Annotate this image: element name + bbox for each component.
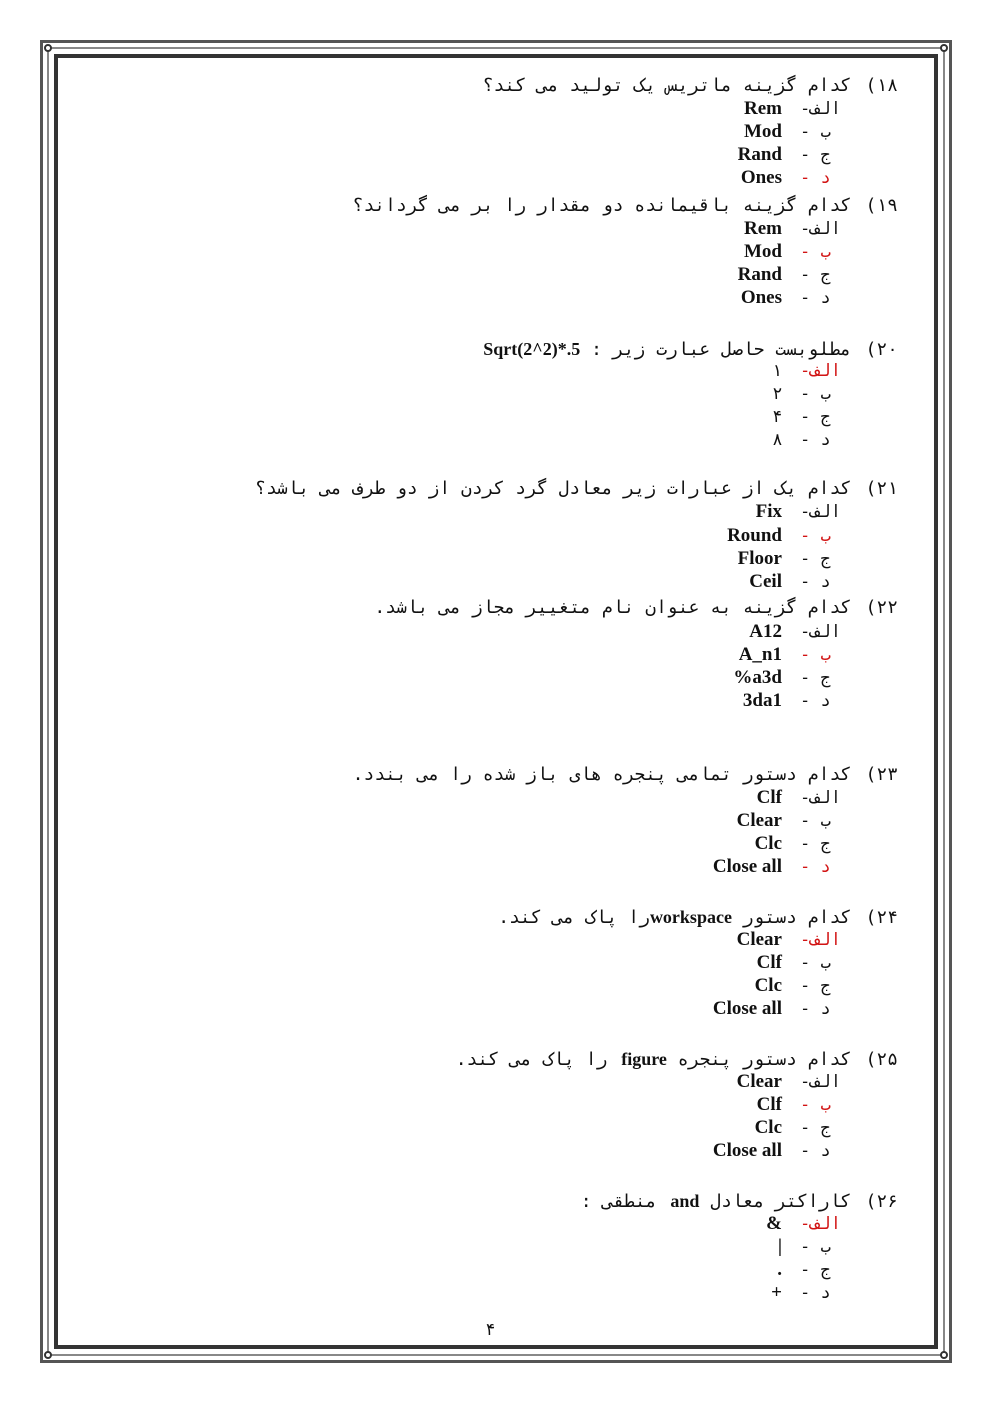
option-label: ج - [800, 1260, 831, 1280]
option [0, 406, 992, 428]
option [0, 833, 992, 855]
option-label: ب - [800, 811, 831, 831]
option-label: ب - [800, 122, 831, 142]
option [0, 429, 992, 451]
question-number: ۲۰) [865, 339, 898, 360]
question-21 [255, 478, 898, 500]
option-value: Clf [756, 952, 782, 973]
option [0, 360, 992, 382]
question-number: ۲۳) [865, 764, 898, 785]
option-value: Ones [740, 167, 782, 188]
option-value: Close all [712, 856, 782, 877]
option [0, 929, 992, 951]
option [0, 98, 992, 120]
option [0, 383, 992, 405]
corner-ornament [940, 44, 948, 52]
question-text-tail: را پاک می کند. [498, 907, 650, 928]
question-text: کدام گزینه باقیمانده دو مقدار را بر می گرداند؟ [352, 195, 852, 216]
question-26 [581, 1190, 898, 1213]
option [0, 1071, 992, 1093]
option-value: 3da1 [742, 690, 782, 711]
question-text: کدام گزینه ماتریس یک تولید می کند؟ [482, 75, 852, 96]
option-label: ج - [800, 1118, 831, 1138]
option-label-correct: ب - [800, 645, 831, 665]
option [0, 1259, 992, 1281]
option [0, 501, 992, 523]
option-value: Round [727, 525, 782, 546]
option-label: ج - [800, 407, 831, 427]
option [0, 241, 992, 263]
option [0, 1282, 992, 1304]
question-number: ۱۸) [865, 75, 898, 96]
option-label: الف- [800, 1072, 841, 1092]
option [0, 856, 992, 878]
question-text: مطلوبست حاصل عبارت زیر : [591, 339, 852, 360]
question-text: کدام دستور تمامی پنجره های باز شده را می بندد. [352, 764, 852, 785]
option-value: Clear [736, 929, 782, 950]
option-value: Clc [754, 1117, 782, 1138]
option [0, 1236, 992, 1258]
question-number: ۲۶) [865, 1191, 898, 1212]
option-label: د - [800, 572, 831, 592]
question-24 [498, 906, 898, 929]
option-value: Rem [744, 218, 782, 239]
question-25 [456, 1048, 898, 1071]
question-number: ۲۴) [865, 907, 898, 928]
question-18 [483, 75, 898, 97]
option-value: Floor [737, 548, 782, 569]
option [0, 998, 992, 1020]
option-value: Clear [736, 1071, 782, 1092]
option-value: Clf [756, 787, 782, 808]
option-value: Close all [712, 998, 782, 1019]
corner-ornament [940, 1351, 948, 1359]
option [0, 144, 992, 166]
option-label: الف- [800, 788, 841, 808]
option-label: د - [800, 1141, 831, 1161]
option-value: Ones [740, 287, 782, 308]
option-label: الف- [800, 99, 841, 119]
question-keyword: figure [621, 1049, 667, 1069]
option-value: A12 [749, 621, 782, 642]
option-label: ج - [800, 834, 831, 854]
option-label-correct: د - [800, 857, 831, 877]
option [0, 571, 992, 593]
option-label: ب - [800, 953, 831, 973]
option-label: ج - [800, 549, 831, 569]
option [0, 167, 992, 189]
question-19 [353, 195, 898, 217]
question-keyword: and [670, 1191, 700, 1211]
option-value: Rem [744, 98, 782, 119]
option-value: Fix [755, 501, 782, 522]
option-value: Rand [737, 144, 782, 165]
option-value: ۱ [772, 361, 782, 381]
option-value: Clc [754, 833, 782, 854]
option-label: ج - [800, 976, 831, 996]
option [0, 621, 992, 643]
option [0, 264, 992, 286]
option-value: Clc [754, 975, 782, 996]
option-label: ج - [800, 265, 831, 285]
question-text: کاراکتر معادل [710, 1191, 852, 1212]
option-value: Mod [744, 241, 782, 262]
question-number: ۲۲) [865, 597, 898, 618]
option-label: الف- [800, 502, 841, 522]
option-value: Clf [756, 1094, 782, 1115]
option-label: ج - [800, 145, 831, 165]
option [0, 952, 992, 974]
question-22 [374, 597, 898, 619]
option-label-correct: د - [800, 168, 831, 188]
corner-ornament [44, 44, 52, 52]
corner-ornament [44, 1351, 52, 1359]
option [0, 287, 992, 309]
option-label-correct: ب - [800, 1095, 831, 1115]
question-text: کدام دستور پنجره [677, 1049, 852, 1070]
option-value: Rand [737, 264, 782, 285]
question-20 [483, 338, 898, 361]
question-keyword: workspace [649, 907, 732, 927]
question-text-tail: منطقی : [580, 1191, 657, 1212]
option [0, 548, 992, 570]
option-value: ۸ [772, 430, 782, 450]
option-label: د - [800, 1283, 831, 1303]
option-label: الف- [800, 622, 841, 642]
option-label-correct: ب - [800, 526, 831, 546]
option-value: ۴ [772, 407, 782, 427]
option [0, 975, 992, 997]
option-value: ۲ [772, 384, 782, 404]
option-label: د - [800, 999, 831, 1019]
option [0, 1094, 992, 1116]
option-label: د - [800, 691, 831, 711]
page-number: ۴ [486, 1320, 496, 1340]
option-value: Clear [736, 810, 782, 831]
option-value: . [777, 1259, 782, 1280]
option [0, 525, 992, 547]
question-number: ۲۱) [865, 478, 898, 499]
option [0, 1117, 992, 1139]
option-value: & [766, 1213, 782, 1234]
option-label-correct: الف- [800, 1214, 841, 1234]
option [0, 667, 992, 689]
option-value: | [777, 1236, 782, 1257]
option [0, 810, 992, 832]
option-label-correct: ب - [800, 242, 831, 262]
question-expression: Sqrt(2^2)*.5 [483, 339, 581, 359]
option-label: ج - [800, 668, 831, 688]
option [0, 218, 992, 240]
option-value: + [771, 1282, 782, 1303]
option-label: ب - [800, 384, 831, 404]
option-label: د - [800, 288, 831, 308]
option-label: ب - [800, 1237, 831, 1257]
question-text: کدام گزینه به عنوان نام متغییر مجاز می باشد. [374, 597, 852, 618]
option-label: د - [800, 430, 831, 450]
option-label-correct: الف- [800, 361, 841, 381]
option [0, 121, 992, 143]
question-text: کدام یک از عبارات زیر معادل گرد کردن از دو طرف می باشد؟ [255, 478, 852, 499]
option [0, 787, 992, 809]
option [0, 1140, 992, 1162]
option [0, 690, 992, 712]
option-value: Close all [712, 1140, 782, 1161]
option-value: Ceil [749, 571, 782, 592]
question-text: کدام دستور [742, 907, 852, 928]
option-label: الف- [800, 219, 841, 239]
option [0, 1213, 992, 1235]
question-number: ۱۹) [865, 195, 898, 216]
question-text-tail: را پاک می کند. [455, 1049, 608, 1070]
option-value: %a3d [733, 667, 782, 688]
option-label-correct: الف- [800, 930, 841, 950]
option [0, 644, 992, 666]
question-23 [353, 764, 898, 786]
option-value: Mod [744, 121, 782, 142]
question-number: ۲۵) [865, 1049, 898, 1070]
option-value: A_n1 [738, 644, 782, 665]
